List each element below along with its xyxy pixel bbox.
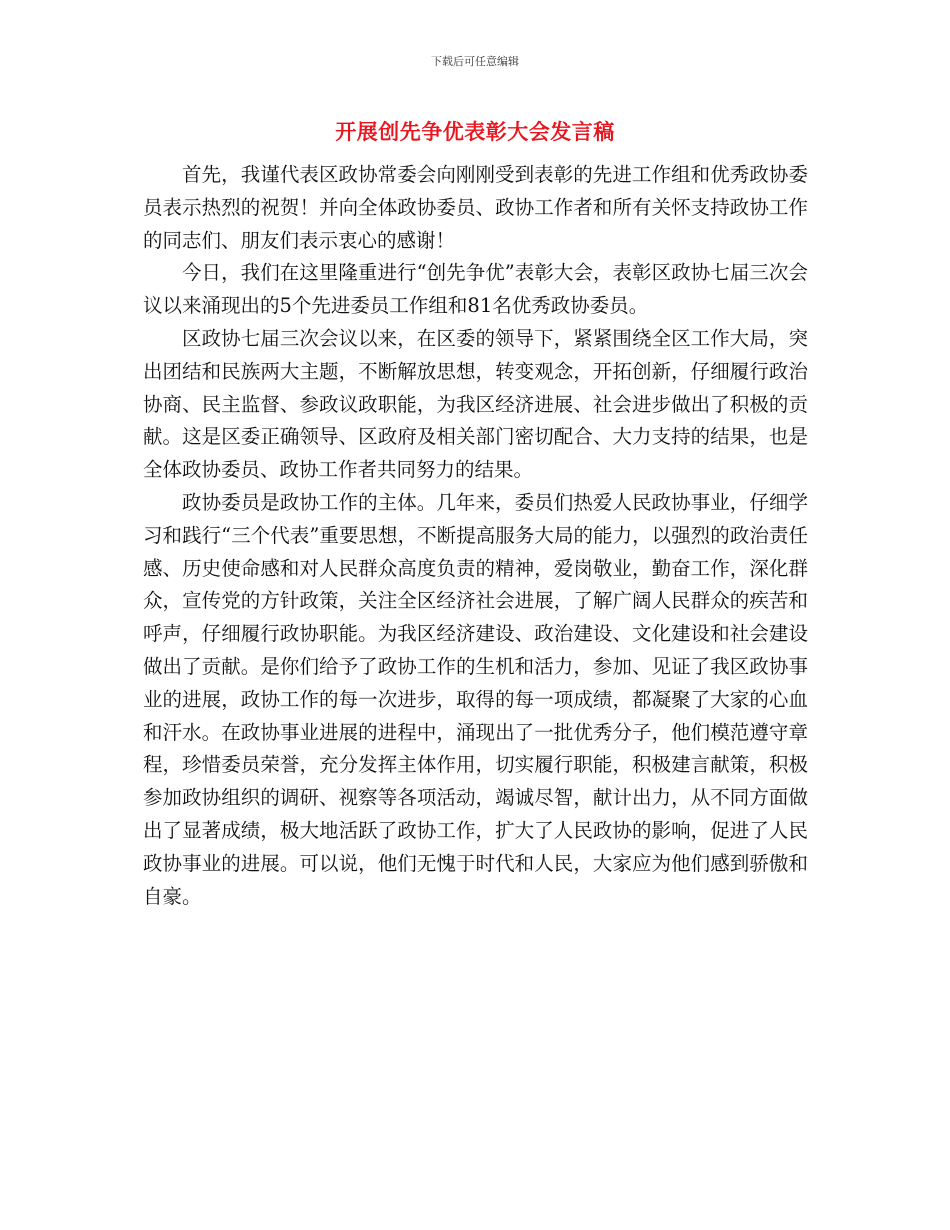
paragraph-committee-members: 政协委员是政协工作的主体。几年来，委员们热爱人民政协事业，仔细学习和践行“三个代表”重要思想，不断提高服务大局的能力，以强烈的政治责任感、历史使命感和对人民群众高度负责的精神，爱岗敬业，勤奋工作，深化群众，宣传党的方针政策，关注全区经济社会进展，了解广阔人民群众的疾苦和呼声，仔细履行政协职能。为我区经济建设、政治建设、文化建设和社会建设做出了贡献。是你们给予了政协工作的生机和活力，参加、见证了我区政协事业的进展，政协工作的每一次进步，取得的每一项成绩，都凝聚了大家的心血和汗水。在政协事业进展的进程中，涌现出了一批优秀分子，他们模范遵守章程，珍惜委员荣誉，充分发挥主体作用，切实履行职能，积极建言献策，积极参加政协组织的调研、视察等各项活动，竭诚尽智，献计出力，从不同方面做出了显著成绩，极大地活跃了政协工作，扩大了人民政协的影响，促进了人民政协事业的进展。可以说，他们无愧于时代和人民，大家应为他们感到骄傲和自豪。	[143, 490, 808, 908]
page-header-note: 下载后可任意编辑	[431, 55, 519, 68]
paragraph-congratulations: 首先，我谨代表区政协常委会向刚刚受到表彰的先进工作组和优秀政协委员表示热烈的祝贺！并向全体政协委员、政协工作者和所有关怀支持政协工作的同志们、朋友们表示衷心的感谢！	[143, 163, 808, 252]
paragraph-commendation-meeting: 今日，我们在这里隆重进行“创先争优”表彰大会，表彰区政协七届三次会议以来涌现出的5个先进委员工作组和81名优秀政协委员。	[143, 261, 808, 318]
document-body	[143, 159, 808, 913]
paragraph-work-achievements: 区政协七届三次会议以来，在区委的领导下，紧紧围绕全区工作大局，突出团结和民族两大主题，不断解放思想，转变观念，开拓创新，仔细履行政治协商、民主监督、参政议政职能，为我区经济进展、社会进步做出了积极的贡献。这是区委正确领导、区政府及相关部门密切配合、大力支持的结果，也是全体政协委员、政协工作者共同努力的结果。	[143, 326, 808, 482]
document-title: 开展创先争优表彰大会发言稿	[335, 120, 615, 144]
